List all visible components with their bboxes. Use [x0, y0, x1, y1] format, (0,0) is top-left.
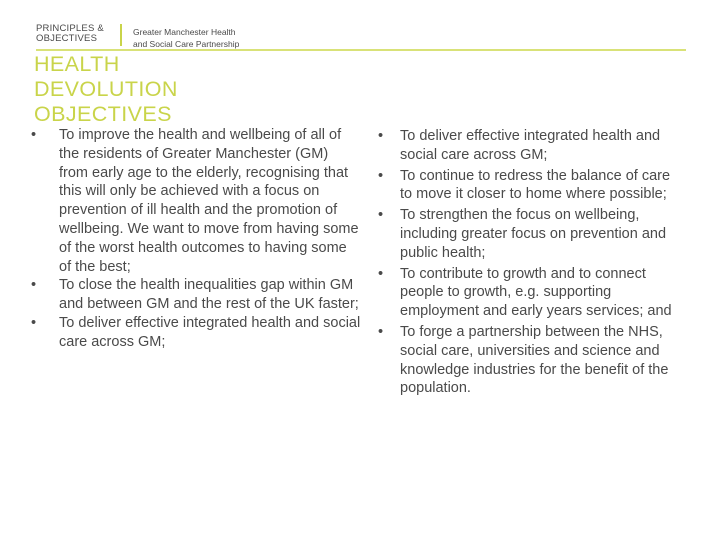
- organization-name-line1: Greater Manchester Health: [133, 27, 236, 37]
- bullet: •: [378, 167, 384, 184]
- organization-name: [133, 26, 239, 50]
- header-rule: [36, 49, 686, 51]
- header-divider: [120, 24, 122, 46]
- list-item: [375, 127, 675, 165]
- objective-text: To deliver effective integrated health and social care across GM;: [400, 128, 661, 163]
- bullet: •: [378, 128, 384, 144]
- bullet: •: [378, 265, 384, 282]
- list-item: [31, 314, 361, 352]
- list-item: [375, 323, 675, 398]
- bullet: •: [31, 314, 37, 331]
- section-label: [36, 24, 104, 44]
- bullet: •: [31, 277, 37, 294]
- bullet: •: [378, 323, 384, 340]
- page-title-line2: DEVOLUTION: [34, 77, 178, 101]
- page-title-line1: HEALTH: [34, 52, 120, 76]
- organization-name-line2: and Social Care Partnership: [133, 39, 240, 49]
- objective-text: To forge a partnership between the NHS, social care, universities and science and knowledge industries for the benefit of the population.: [400, 323, 669, 397]
- bullet: •: [378, 207, 384, 224]
- objective-text: To close the health inequalities gap within GM and between GM and the rest of the UK faster;: [59, 277, 359, 313]
- left-objectives-list: [31, 126, 361, 352]
- page-title-line3: OBJECTIVES: [34, 102, 172, 126]
- bullet: •: [31, 127, 37, 143]
- objective-text: To improve the health and wellbeing of all of the residents of Greater Manchester (GM) from early age to the elderly, recognising that this will only be achieved with a focus on prevention of ill health and the promotion of wellbeing. We want to move from having some of the worst health outcomes to having some of the best;: [59, 127, 359, 275]
- objective-text: To contribute to growth and to connect people to growth, e.g. supporting employment and early years services; and: [400, 265, 672, 320]
- section-label-line2: OBJECTIVES: [36, 33, 98, 44]
- right-objectives-list: [375, 127, 675, 400]
- objective-text: To deliver effective integrated health and social care across GM;: [59, 314, 361, 350]
- list-item: [375, 265, 675, 321]
- page-title: [34, 52, 178, 127]
- list-item: [31, 126, 361, 276]
- list-item: [375, 167, 675, 205]
- list-item: [31, 276, 361, 314]
- objective-text: To strengthen the focus on wellbeing, including greater focus on prevention and public health;: [400, 207, 667, 261]
- objective-text: To continue to redress the balance of care to move it closer to home where possible;: [400, 167, 671, 203]
- section-label-line1: PRINCIPLES &: [36, 23, 104, 34]
- list-item: [375, 206, 675, 262]
